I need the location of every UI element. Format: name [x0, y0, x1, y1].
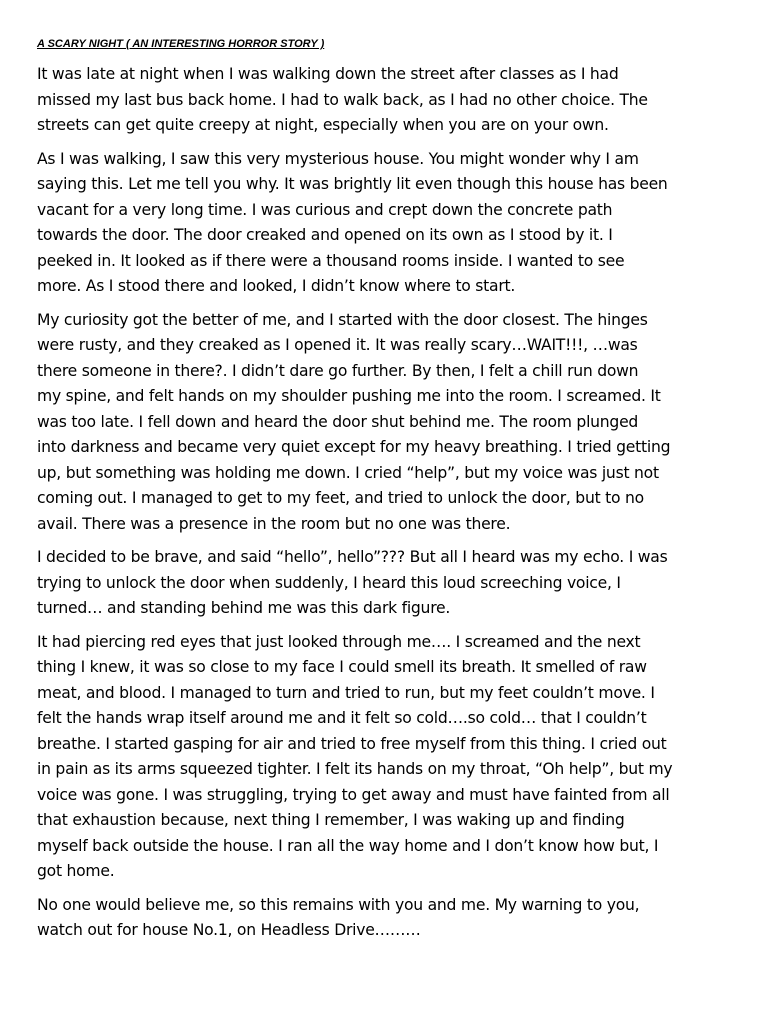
paragraph-line: breathe. I started gasping for air and tried to free myself from this thing. I cried out: [37, 734, 667, 753]
paragraph-line: got home.: [37, 862, 115, 880]
paragraph-line: in pain as its arms squeezed tighter. I felt its hands on my throat, “Oh help”, but my: [37, 760, 673, 778]
story-paragraph: [37, 630, 737, 885]
paragraph-line: No one would believe me, so this remains with you and me. My warning to you,: [37, 895, 640, 914]
paragraph-line: missed my last bus back home. I had to walk back, as I had no other choice. The: [37, 90, 648, 109]
paragraph-line: saying this. Let me tell you why. It was brightly lit even though this house has been: [37, 175, 668, 193]
paragraph-line: trying to unlock the door when suddenly, I heard this loud screeching voice, I: [37, 573, 621, 592]
paragraph-line: more. As I stood there and looked, I didn’t know where to start.: [37, 277, 516, 295]
paragraph-line: up, but something was holding me down. I cried “help”, but my voice was just not: [37, 463, 659, 482]
paragraph-line: turned… and standing behind me was this dark figure.: [37, 599, 451, 617]
paragraph-line: myself back outside the house. I ran all the way home and I don’t know how but, I: [37, 836, 659, 855]
paragraph-line: there someone in there?. I didn’t dare go further. By then, I felt a chill run down: [37, 361, 639, 380]
story-paragraph: [37, 308, 737, 538]
paragraph-line: vacant for a very long time. I was curious and crept down the concrete path: [37, 200, 613, 219]
paragraph-line: peeked in. It looked as if there were a thousand rooms inside. I wanted to see: [37, 251, 625, 270]
story-paragraph: [37, 893, 737, 944]
paragraph-line: my spine, and felt hands on my shoulder pushing me into the room. I screamed. It: [37, 387, 661, 405]
paragraph-line: avail. There was a presence in the room but no one was there.: [37, 514, 511, 533]
paragraph-line: into darkness and became very quiet except for my heavy breathing. I tried getting: [37, 438, 671, 456]
story-paragraph: [37, 62, 737, 139]
paragraph-line: voice was gone. I was struggling, trying to get away and must have fainted from all: [37, 785, 670, 804]
story-paragraph: [37, 545, 737, 622]
paragraph-line: that exhaustion because, next thing I remember, I was waking up and finding: [37, 811, 625, 829]
paragraph-line: My curiosity got the better of me, and I started with the door closest. The hinges: [37, 310, 648, 329]
paragraph-line: It was late at night when I was walking down the street after classes as I had: [37, 65, 619, 83]
paragraph-line: As I was walking, I saw this very mysterious house. You might wonder why I am: [37, 149, 639, 168]
paragraph-line: towards the door. The door creaked and opened on its own as I stood by it. I: [37, 226, 613, 244]
document-page: [37, 36, 737, 952]
document-title: A SCARY NIGHT ( AN INTERESTING HORROR STORY ): [37, 38, 325, 50]
story-paragraph: [37, 147, 737, 300]
paragraph-line: were rusty, and they creaked as I opened it. It was really scary…WAIT!!!, …was: [37, 336, 638, 354]
story-body: [37, 62, 737, 944]
paragraph-line: I decided to be brave, and said “hello”, hello”??? But all I heard was my echo. I was: [37, 548, 668, 566]
paragraph-line: was too late. I fell down and heard the door shut behind me. The room plunged: [37, 412, 639, 431]
paragraph-line: It had piercing red eyes that just looked through me…. I screamed and the next: [37, 632, 641, 651]
paragraph-line: meat, and blood. I managed to turn and tried to run, but my feet couldn’t move. I: [37, 683, 655, 702]
paragraph-line: watch out for house No.1, on Headless Drive………: [37, 921, 421, 939]
paragraph-line: thing I knew, it was so close to my face I could smell its breath. It smelled of raw: [37, 658, 647, 676]
paragraph-line: streets can get quite creepy at night, especially when you are on your own.: [37, 116, 609, 134]
paragraph-line: coming out. I managed to get to my feet, and tried to unlock the door, but to no: [37, 489, 644, 507]
paragraph-line: felt the hands wrap itself around me and it felt so cold….so cold… that I couldn’t: [37, 709, 647, 727]
